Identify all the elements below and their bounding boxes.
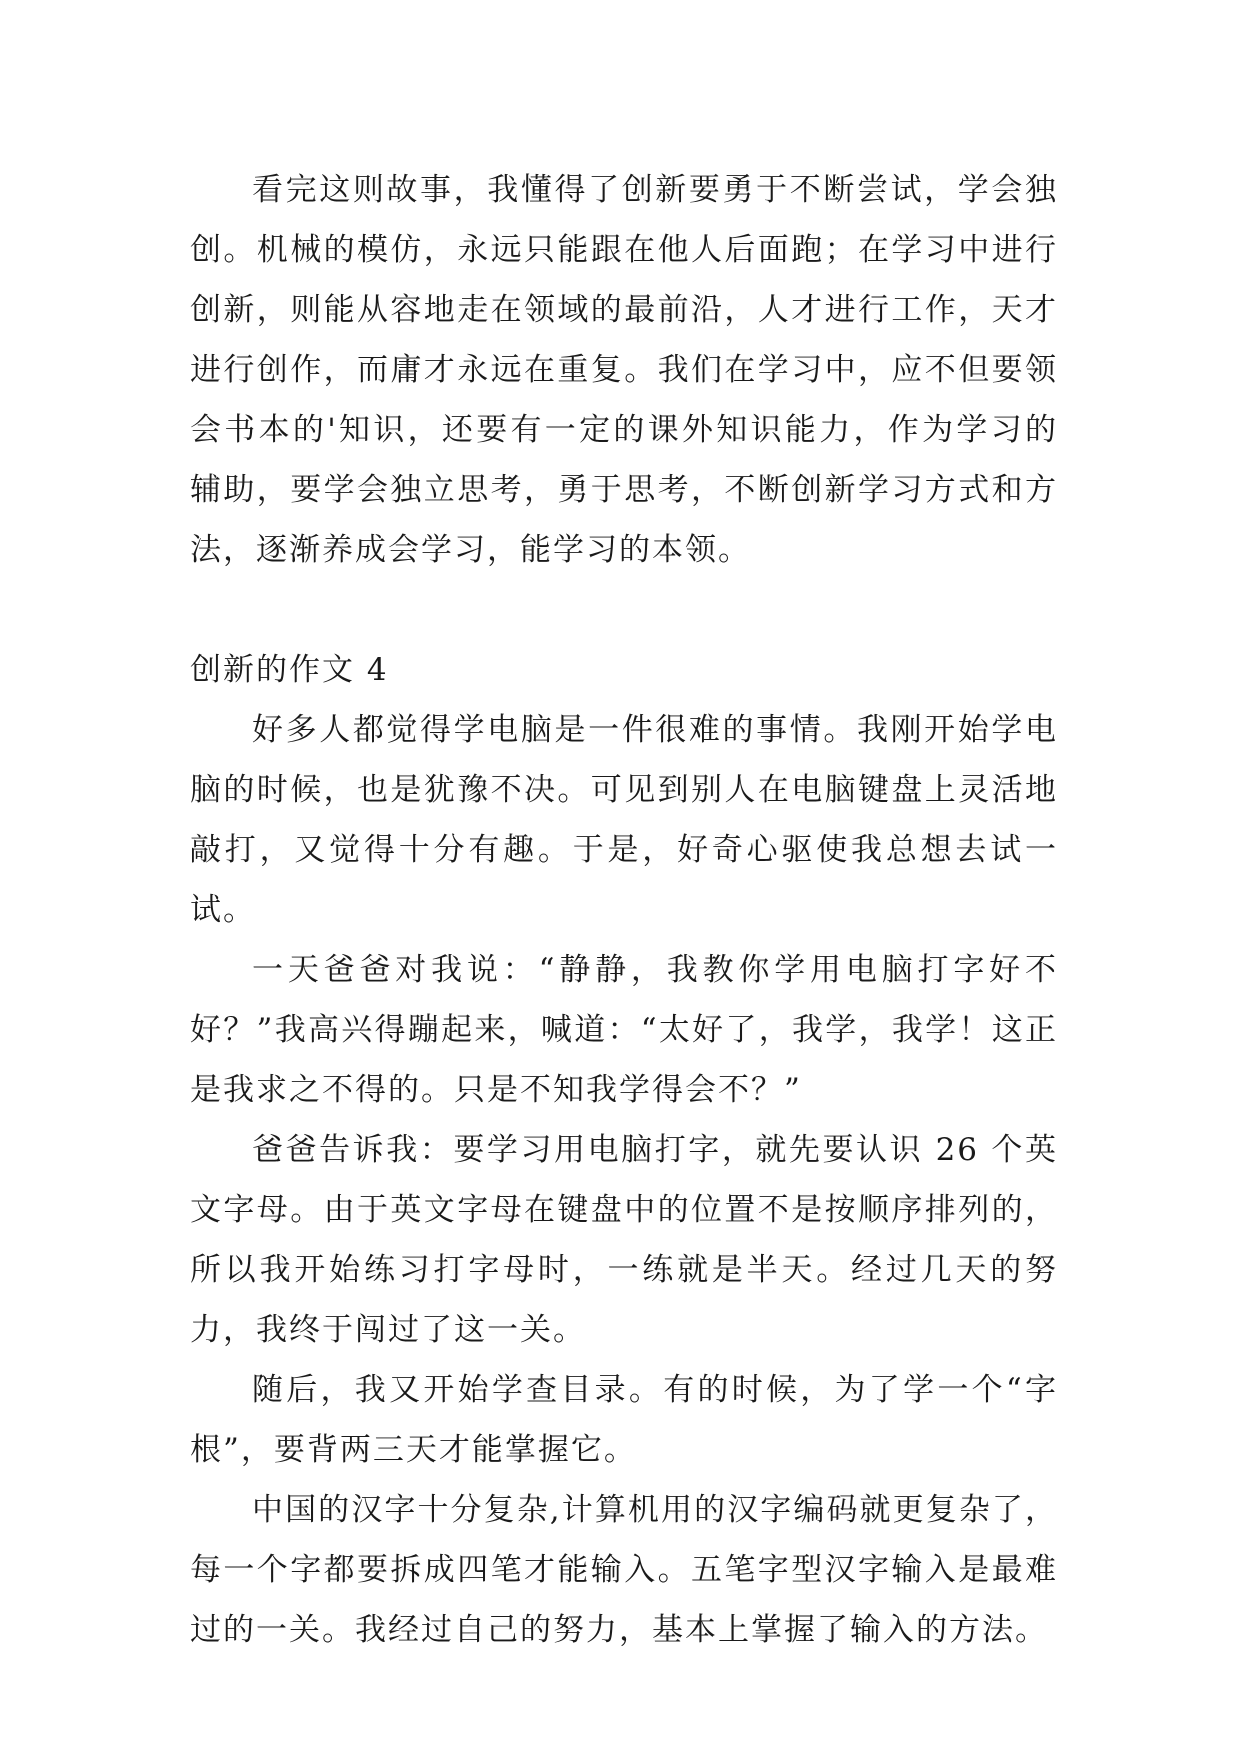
paragraph-father-dialogue: 一天爸爸对我说：“静静，我教你学用电脑打字好不好？”我高兴得蹦起来，喊道：“太好了，我学，我学！这正是我求之不得的。只是不知我学得会不？” (190, 952, 1058, 1108)
paragraph-innovation-reflection: 看完这则故事，我懂得了创新要勇于不断尝试，学会独创。机械的模仿，永远只能跟在他人后面跑；在学习中进行创新，则能从容地走在领域的最前沿，人才进行工作，天才进行创作，而庸才永远在重复。我们在学习中，应不但要领会书本的'知识，还要有一定的课外知识能力，作为学习的辅助，要学会独立思考，勇于思考，不断创新学习方式和方法，逐渐养成会学习，能学习的本领。 (190, 172, 1058, 568)
paragraph-learning-computer: 好多人都觉得学电脑是一件很难的事情。我刚开始学电脑的时候，也是犹豫不决。可见到别人在电脑键盘上灵活地敲打，又觉得十分有趣。于是，好奇心驱使我总想去试一试。 (190, 712, 1058, 928)
paragraph-gap (190, 580, 1058, 640)
paragraph-character-roots: 随后，我又开始学查目录。有的时候，为了学一个“字根”，要背两三天才能掌握它。 (190, 1372, 1058, 1468)
section-title: 创新的作文 4 (190, 652, 389, 688)
document-body (190, 160, 1058, 1660)
paragraph-learning-letters: 爸爸告诉我：要学习用电脑打字，就先要认识 26 个英文字母。由于英文字母在键盘中的位置不是按顺序排列的，所以我开始练习打字母时，一练就是半天。经过几天的努力，我终于闯过了这一关。 (190, 1132, 1058, 1348)
paragraph-wubi-input: 中国的汉字十分复杂,计算机用的汉字编码就更复杂了，每一个字都要拆成四笔才能输入。五笔字型汉字输入是最难过的一关。我经过自己的努力，基本上掌握了输入的方法。 (190, 1492, 1058, 1648)
